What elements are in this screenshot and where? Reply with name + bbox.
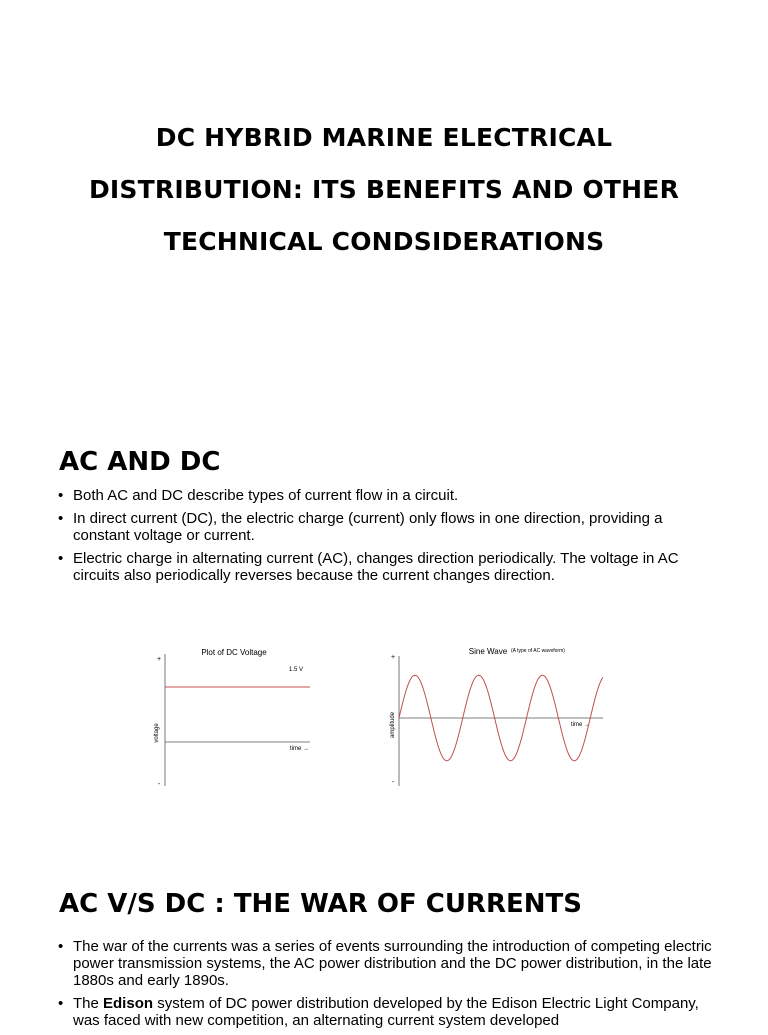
chart-subtitle: (A type of AC waveform) <box>511 648 565 654</box>
presentation-title <box>30 112 738 268</box>
y-tick-minus: - <box>157 781 161 788</box>
y-tick-plus: + <box>390 654 396 661</box>
title-line-1: DC HYBRID MARINE ELECTRICAL <box>155 123 613 152</box>
y-axis-label: voltage <box>154 723 160 743</box>
slide-heading: AC AND DC <box>59 447 221 477</box>
bullet-list <box>58 938 718 1035</box>
title-slide <box>0 0 768 420</box>
bullet-item: • Both AC and DC describe types of current flow in a circuit. <box>58 487 718 504</box>
edison-bold: Edison <box>103 995 154 1012</box>
bullet-list <box>58 487 718 590</box>
dc-voltage-chart <box>145 640 325 790</box>
bullet-item: • Electric charge in alternating current (AC), changes direction periodically. The voltage in AC circuits also periodically reverses because the current changes direction. <box>58 550 718 584</box>
slide-heading: AC V/S DC : THE WAR OF CURRENTS <box>59 889 582 919</box>
sine-wave-chart <box>375 640 615 790</box>
bullet-text: The <box>73 995 104 1012</box>
bullet-item: • The war of the currents was a series of events surrounding the introduction of competing electric power transmission systems, the AC power distribution and the DC power distribution, in the late 1880s and early 1890s. <box>58 938 718 989</box>
bullet-item: • In direct current (DC), the electric charge (current) only flows in one direction, providing a constant voltage or current. <box>58 510 718 544</box>
x-axis-label: time → <box>289 746 309 752</box>
title-line-2: DISTRIBUTION: ITS BENEFITS AND OTHER <box>88 175 680 204</box>
chart-title: Plot of DC Voltage <box>201 648 267 657</box>
y-tick-minus: - <box>391 779 395 786</box>
bullet-text: system of DC power distribution developed by the Edison Electric Light Company, was faced with new competition, an alternating current system developed <box>73 995 699 1029</box>
voltage-annotation: 1.5 V <box>288 667 303 673</box>
chart-title: Sine Wave <box>468 647 508 656</box>
y-axis-label: amplitude <box>390 711 396 739</box>
x-axis-label: time → <box>571 722 591 728</box>
title-line-3: TECHNICAL CONDSIDERATIONS <box>163 227 605 256</box>
y-tick-plus: + <box>156 656 162 663</box>
